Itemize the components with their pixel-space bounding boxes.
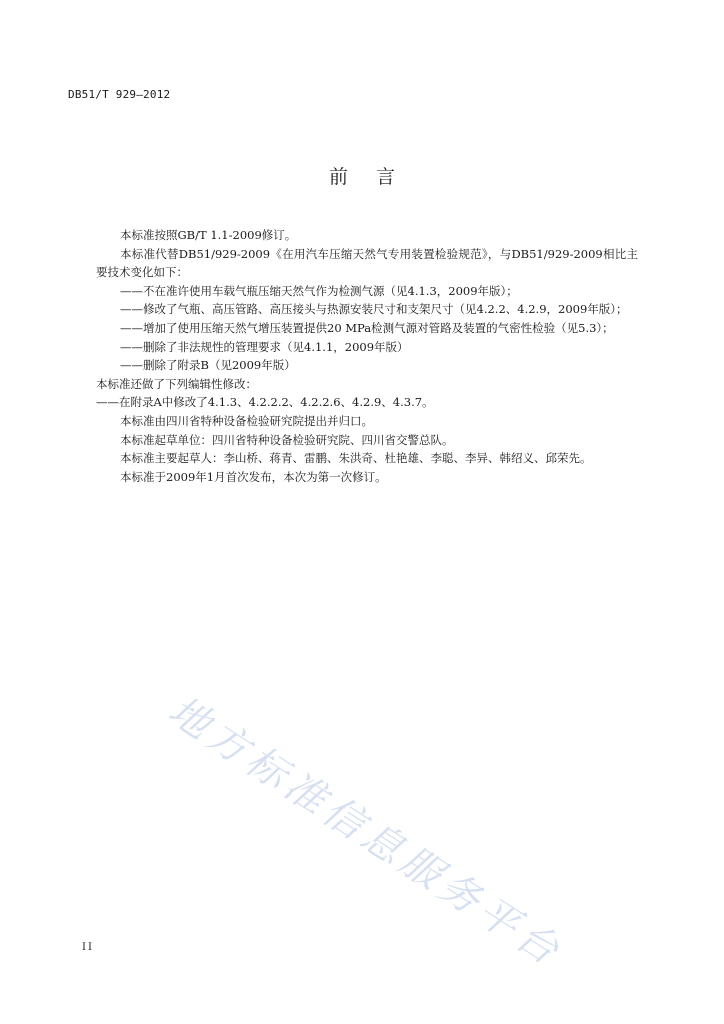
paragraph-drafting-units: 本标准起草单位：四川省特种设备检验研究院、四川省交警总队。 bbox=[120, 432, 454, 447]
paragraph-proposer: 本标准由四川省特种设备检验研究院提出并归口。 bbox=[120, 413, 373, 428]
paragraph-revision-basis: 本标准按照GB/T 1.1-2009修订。 bbox=[120, 228, 297, 242]
paragraph-replacement: 本标准代替DB51/929-2009《在用汽车压缩天然气专用装置检验规范》，与DB51/929-2009相比主要技术变化如下： bbox=[96, 246, 638, 280]
standard-code: DB51/T 929—2012 bbox=[68, 88, 171, 101]
page-number: II bbox=[82, 942, 94, 953]
paragraph-drafters: 本标准主要起草人：李山桥、蒋青、雷鹏、朱洪奇、杜艳雄、李聪、李异、韩绍义、邱荣先。 bbox=[120, 451, 592, 466]
change-item-2: ——修改了气瓶、高压管路、高压接头与热源安装尺寸和支架尺寸（见4.2.2、4.2.9，2009年版）； bbox=[120, 302, 628, 317]
change-item-4: ——删除了非法规性的管理要求（见4.1.1，2009年版） bbox=[120, 339, 409, 354]
paragraph-editorial-intro: 本标准还做了下列编辑性修改： bbox=[96, 376, 257, 391]
change-item-1: ——不在准许使用车载气瓶压缩天然气作为检测气源（见4.1.3，2009年版）； bbox=[120, 283, 518, 298]
foreword-body bbox=[96, 226, 638, 486]
editorial-item-1: ——在附录A中修改了4.1.3、4.2.2.2、4.2.2.6、4.2.9、4.3.7。 bbox=[96, 395, 434, 410]
watermark: 地方标准信息服务平台 bbox=[160, 687, 571, 977]
change-item-5: ——删除了附录B（见2009年版） bbox=[120, 358, 296, 373]
page-title: 前言 bbox=[328, 166, 423, 188]
change-item-3: ——增加了使用压缩天然气增压装置提供20 MPa检测气源对管路及装置的气密性检验（见5.3）； bbox=[120, 320, 614, 335]
paragraph-history: 本标准于2009年1月首次发布，本次为第一次修订。 bbox=[120, 469, 387, 484]
